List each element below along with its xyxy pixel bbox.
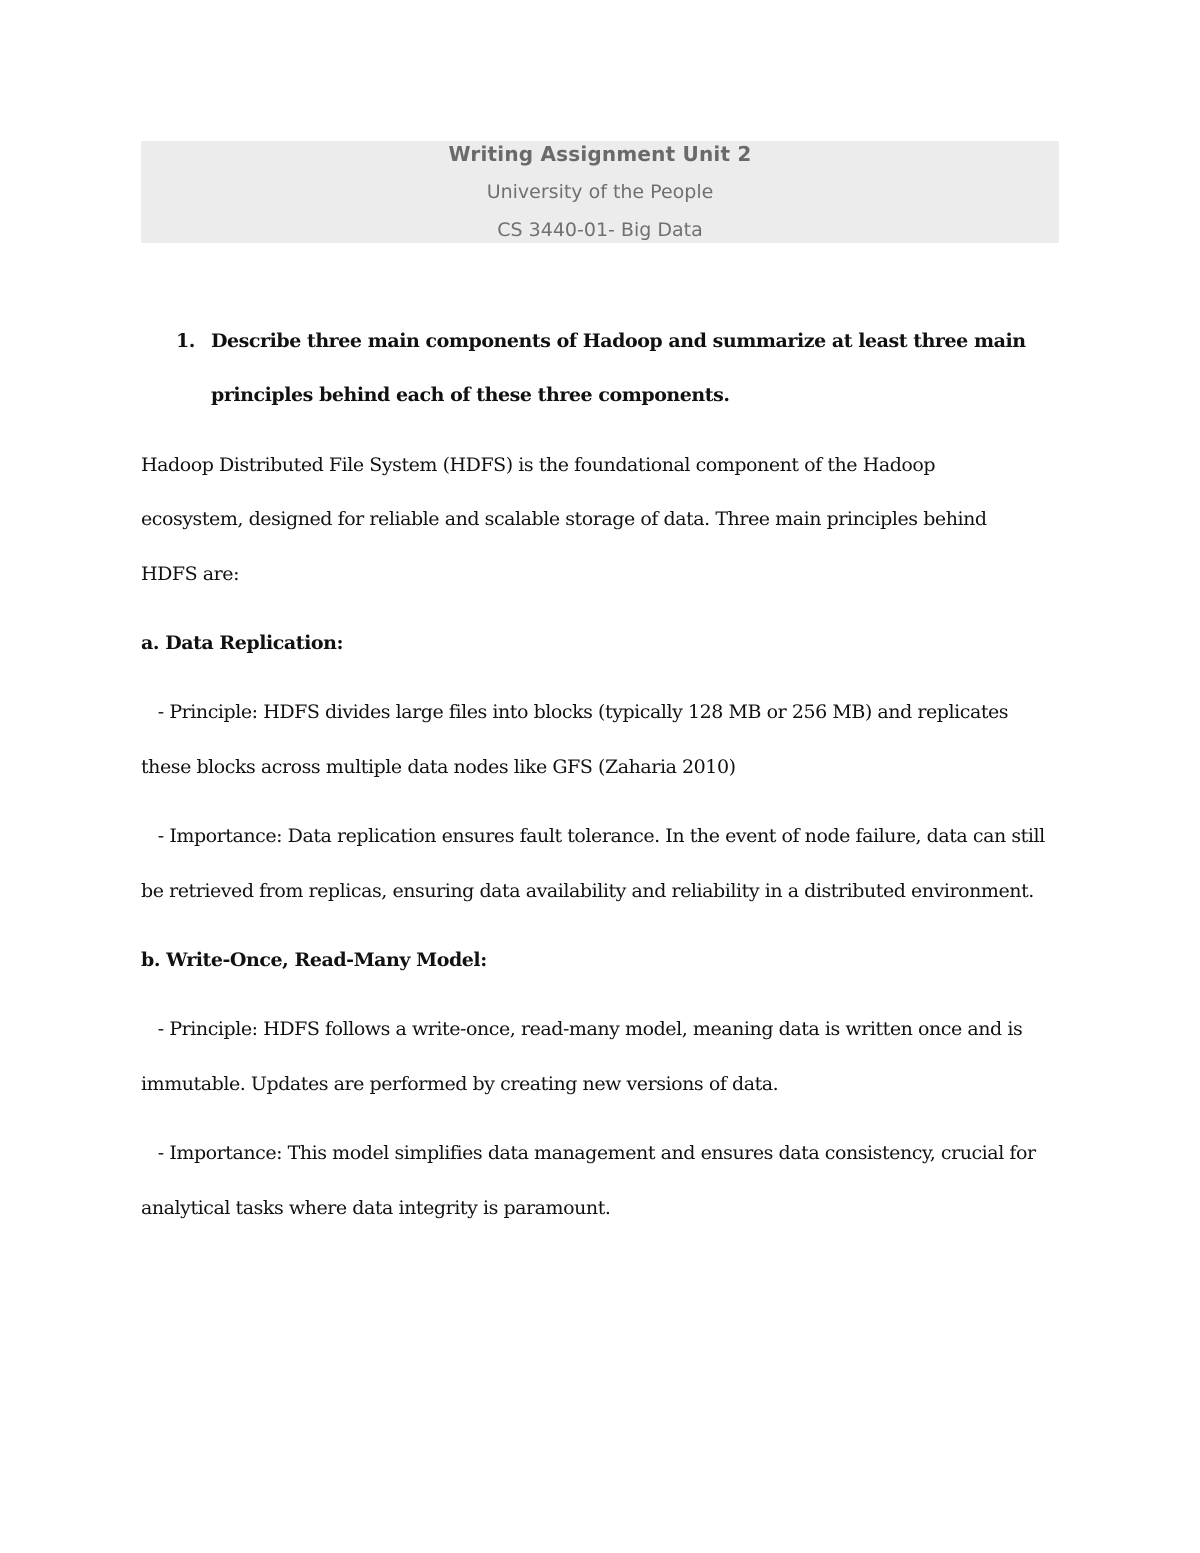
paragraph-line: - Importance: This model simplifies data management and ensures data consistency, crucial for xyxy=(141,1142,1036,1164)
course-name: CS 3440-01- Big Data xyxy=(497,219,703,241)
institution-name: University of the People xyxy=(486,181,714,203)
paragraph-line: ecosystem, designed for reliable and scalable storage of data. Three main principles behind xyxy=(141,508,987,530)
paragraph-line: these blocks across multiple data nodes like GFS (Zaharia 2010) xyxy=(141,756,736,778)
question-line: Describe three main components of Hadoop and summarize at least three main xyxy=(211,330,1026,352)
paragraph-line: - Principle: HDFS follows a write-once, read-many model, meaning data is written once and is xyxy=(141,1018,1023,1040)
paragraph-line: - Importance: Data replication ensures fault tolerance. In the event of node failure, data can still xyxy=(141,825,1045,847)
paragraph-line: - Principle: HDFS divides large files into blocks (typically 128 MB or 256 MB) and replicates xyxy=(141,701,1009,723)
question-number: 1. xyxy=(176,330,195,352)
document-title: Writing Assignment Unit 2 xyxy=(448,142,752,166)
paragraph-line: Hadoop Distributed File System (HDFS) is the foundational component of the Hadoop xyxy=(141,454,936,476)
title-header xyxy=(141,141,1059,243)
question-line: principles behind each of these three components. xyxy=(211,384,730,406)
paragraph-line: be retrieved from replicas, ensuring data availability and reliability in a distributed environment. xyxy=(141,880,1034,902)
section-heading: a. Data Replication: xyxy=(141,632,344,654)
section-heading: b. Write-Once, Read-Many Model: xyxy=(141,949,487,971)
paragraph-line: analytical tasks where data integrity is paramount. xyxy=(141,1197,611,1219)
paragraph-line: HDFS are: xyxy=(141,563,240,585)
paragraph-line: immutable. Updates are performed by creating new versions of data. xyxy=(141,1073,779,1095)
